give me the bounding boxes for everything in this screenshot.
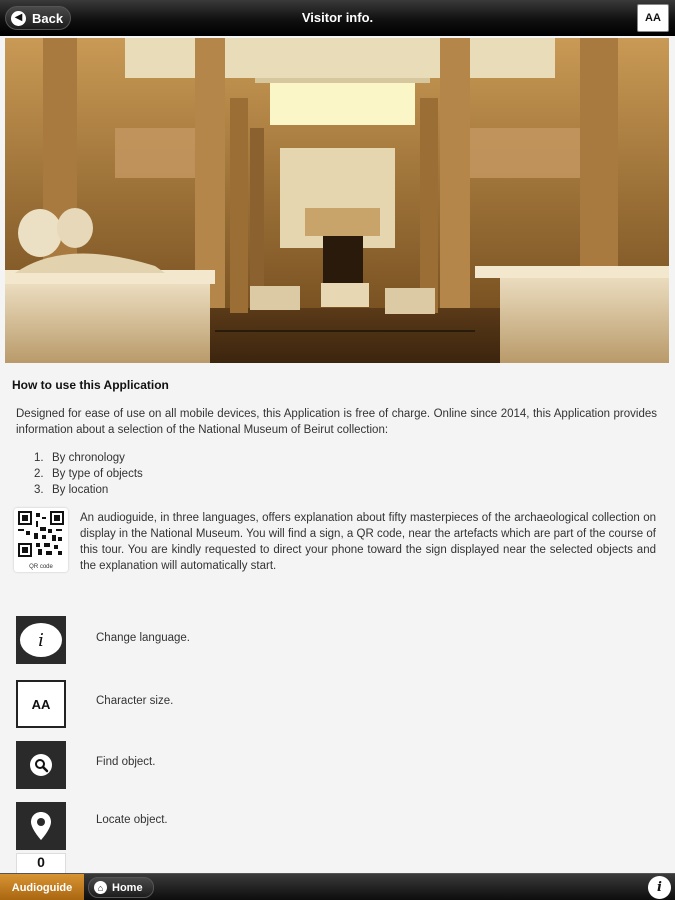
bottom-tab-bar [0,873,675,900]
info-icon[interactable]: i [648,876,671,899]
font-size-button[interactable] [637,4,669,32]
back-button[interactable] [5,6,71,30]
list-item: 3. By location [34,484,109,496]
partial-legend-icon: 0 [16,853,66,873]
qr-code-icon [14,508,68,572]
back-arrow-icon: ◀ [11,11,26,26]
search-icon [16,741,66,789]
tab-audioguide[interactable]: Audioguide [0,874,84,900]
page-title: Visitor info. [301,10,374,25]
magnifier-glyph [29,753,53,777]
pin-glyph [30,811,52,841]
museum-hall-photo [5,38,669,363]
legend-label-find-object: Find object. [96,756,156,768]
museum-hall-illustration [5,38,669,363]
qr-caption: QR code [29,564,53,570]
info-icon: i [16,616,66,664]
home-label: Home [112,881,143,894]
intro-paragraph: Designed for ease of use on all mobile devices, this Application is free of charge. Online since 2014, this Application provides information about a selection of the National Museum of Beirut collection: [16,408,657,436]
legend-label-language: Change language. [96,632,190,644]
audioguide-paragraph: An audioguide, in three languages, offers explanation about fifty masterpieces of the archaeological collection on display in the National Museum. You will find a sign, a QR code, near the artefacts which are part of the course of this tour. You are kindly requested to direct your phone toward the sign displayed near the selected objects and the explanation will automatically start. [80,512,656,572]
legend-label-character-size: Character size. [96,695,174,707]
qr-code-pattern [18,511,64,557]
list-item: 1. By chronology [34,452,125,464]
location-pin-icon [16,802,66,850]
home-button[interactable] [88,877,154,898]
font-size-icon: AA [645,12,661,24]
legend-label-locate-object: Locate object. [96,814,168,826]
section-heading: How to use this Application [12,378,169,392]
list-item: 2. By type of objects [34,468,143,480]
font-size-icon: AA [16,680,66,728]
home-icon: ⌂ [94,881,107,894]
browse-methods-list [34,450,143,498]
top-navigation-bar [0,0,675,36]
back-button-label: Back [32,10,64,26]
